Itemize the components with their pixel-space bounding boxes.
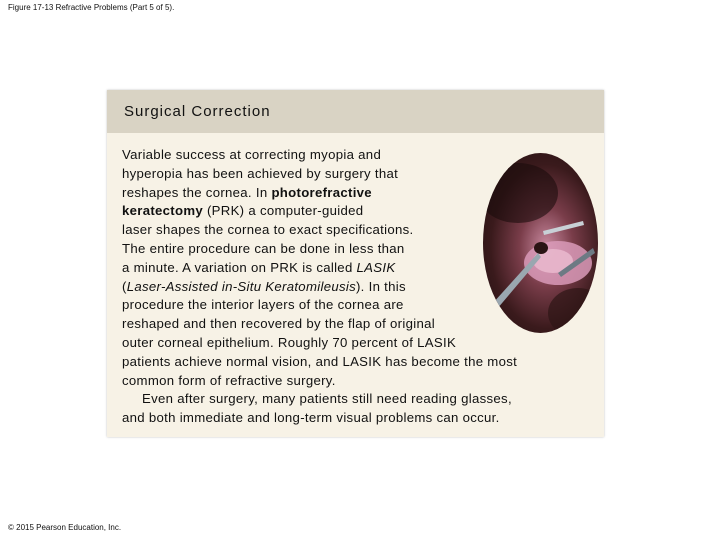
panel-header <box>107 90 604 133</box>
text-line: a minute. A variation on PRK is called LASIK <box>122 259 396 275</box>
term-lasik: LASIK <box>356 259 396 275</box>
text-line: hyperopia has been achieved by surgery that <box>122 165 399 181</box>
text-line: and both immediate and long-term visual problems can occur. <box>122 410 500 426</box>
surgical-correction-panel <box>107 90 604 437</box>
text-line: keratectomy (PRK) a computer-guided <box>122 203 364 219</box>
term-lasik-expansion: Laser-Assisted in-Situ Keratomileusis <box>126 278 356 294</box>
text-line: patients achieve normal vision, and LASIK has become the most <box>122 353 518 369</box>
panel-title: Surgical Correction <box>124 103 271 120</box>
text-line: Even after surgery, many patients still need reading glasses, <box>142 391 512 407</box>
text-line: reshapes the cornea. In photorefractive <box>122 184 372 200</box>
term-photorefractive: photorefractive <box>271 184 372 200</box>
text-line: Variable success at correcting myopia and <box>122 147 382 162</box>
text-line: (Laser-Assisted in-Situ Keratomileusis). In this <box>122 278 406 294</box>
text-line: procedure the interior layers of the cornea are <box>122 297 404 313</box>
text-line: outer corneal epithelium. Roughly 70 percent of LASIK <box>122 334 457 350</box>
copyright-notice: © 2015 Pearson Education, Inc. <box>8 523 122 532</box>
text-line: common form of refractive surgery. <box>122 372 336 388</box>
body-text <box>122 146 592 428</box>
figure-caption: Figure 17-13 Refractive Problems (Part 5 of 5). <box>8 3 175 12</box>
text-line: The entire procedure can be done in less than <box>122 240 405 256</box>
text-line: laser shapes the cornea to exact specifications. <box>122 222 414 238</box>
term-keratectomy: keratectomy <box>122 203 204 219</box>
text-line: reshaped and then recovered by the flap of original <box>122 316 435 332</box>
